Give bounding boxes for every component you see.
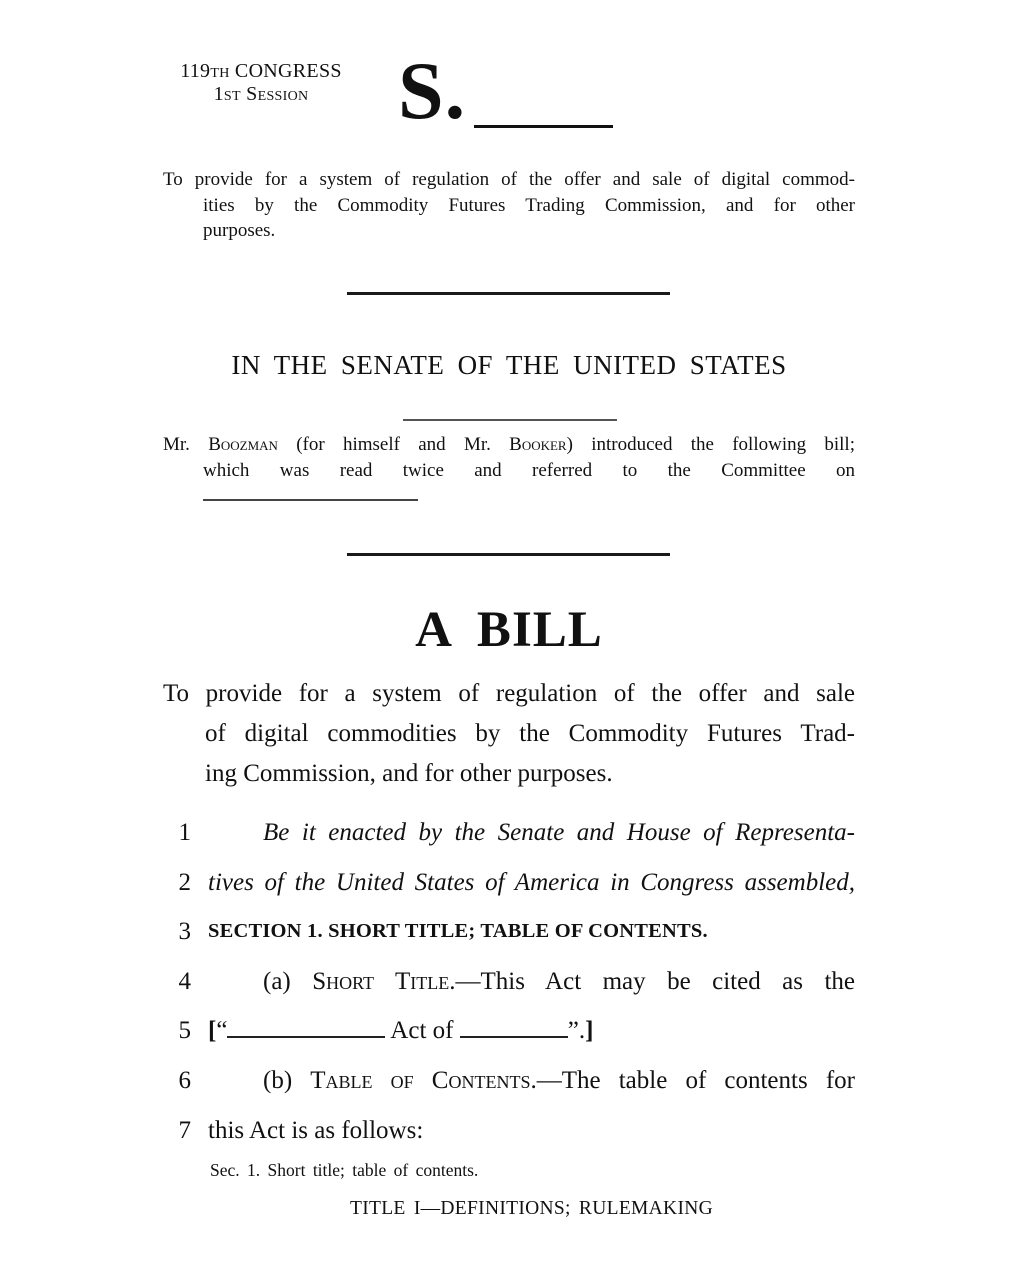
congress-number: 119 bbox=[180, 60, 211, 82]
horizontal-rule-mid bbox=[347, 553, 670, 556]
senate-heading: IN THE SENATE OF THE UNITED STATES bbox=[231, 350, 787, 380]
line-number-7: 7 bbox=[178, 1116, 191, 1144]
act-name-blank-line bbox=[227, 1014, 385, 1039]
short-title-clause bbox=[208, 957, 855, 1007]
line-number-1: 1 bbox=[178, 819, 191, 846]
preamble-line-1: To provide for a system of regulation of the offer and sale of digital commod- bbox=[163, 169, 855, 190]
line-number-5: 5 bbox=[178, 1017, 191, 1045]
long-title-line-1: To provide for a system of regulation of the offer and sale bbox=[163, 680, 855, 707]
body-line-6 bbox=[163, 1056, 855, 1106]
congress-ordinal: th bbox=[210, 60, 230, 82]
short-title-smallcaps: Short Title bbox=[312, 967, 450, 995]
committee-blank-row bbox=[203, 483, 855, 500]
congress-word: CONGRESS bbox=[229, 60, 342, 82]
enacting-clause-line-2: tives of the United States of America in Congress assembled, bbox=[208, 868, 855, 896]
open-quote: “ bbox=[216, 1017, 228, 1045]
sponsor-paragraph bbox=[163, 432, 855, 500]
table-of-contents-rest: .—The table of contents for bbox=[530, 1066, 855, 1094]
sponsor-line-2: which was read twice and referred to the Committee on bbox=[203, 459, 855, 481]
sponsor-middle: (for himself and Mr. bbox=[277, 434, 510, 455]
bill-body bbox=[163, 808, 855, 1155]
open-bracket: [ bbox=[208, 1017, 217, 1045]
bill-number-blank-line bbox=[474, 125, 613, 128]
long-title-line-3: ing Commission, and for other purposes. bbox=[205, 760, 613, 787]
sponsor-suffix: ) introduced the following bill; bbox=[566, 434, 855, 455]
preamble-paragraph bbox=[163, 167, 855, 244]
line-number-4: 4 bbox=[178, 967, 191, 995]
preamble-line-2: ities by the Commodity Futures Trading Commission, and for other bbox=[203, 194, 855, 216]
short-title-rest: .—This Act may be cited as the bbox=[449, 967, 855, 995]
session-ordinal: st bbox=[223, 83, 241, 105]
enacting-clause-line-1: Be it enacted by the Senate and House of Representa- bbox=[263, 819, 855, 846]
act-year-blank-line bbox=[460, 1014, 568, 1039]
clause-a-label: (a) bbox=[263, 967, 313, 995]
line-number-2: 2 bbox=[178, 868, 191, 896]
follows-clause: this Act is as follows: bbox=[208, 1116, 424, 1144]
bill-heading: A BILL bbox=[415, 602, 603, 658]
table-of-contents-clause bbox=[208, 1056, 855, 1106]
sponsor-prefix: Mr. bbox=[163, 434, 209, 455]
clause-b-label: (b) bbox=[263, 1066, 311, 1094]
toc-sec-1-entry: Sec. 1. Short title; table of contents. bbox=[210, 1160, 479, 1180]
section-1-heading: SECTION 1. SHORT TITLE; TABLE OF CONTENTS. bbox=[208, 920, 708, 943]
body-line-1 bbox=[163, 808, 855, 858]
horizontal-rule-short bbox=[403, 419, 617, 421]
body-line-3 bbox=[163, 907, 855, 957]
act-of-text: Act of bbox=[385, 1017, 460, 1045]
session-number: 1 bbox=[213, 83, 224, 105]
long-title-line-2: of digital commodities by the Commodity Futures Trad- bbox=[205, 720, 855, 747]
horizontal-rule-top bbox=[347, 292, 670, 295]
session-word: Session bbox=[246, 83, 309, 105]
session-line bbox=[163, 83, 359, 106]
close-bracket: ] bbox=[585, 1017, 594, 1045]
cosponsor-name: Booker bbox=[509, 434, 567, 455]
toc-title-1-heading: TITLE I—DEFINITIONS; RULEMAKING bbox=[350, 1198, 713, 1219]
preamble-line-3: purposes. bbox=[203, 220, 276, 241]
body-line-4 bbox=[163, 957, 855, 1007]
sponsor-line-1 bbox=[163, 432, 855, 458]
line-number-3: 3 bbox=[178, 918, 191, 946]
table-of-contents-smallcaps: Table of Contents bbox=[310, 1066, 531, 1094]
body-line-7 bbox=[163, 1106, 855, 1156]
congress-line bbox=[163, 60, 359, 83]
long-title-paragraph bbox=[163, 674, 855, 794]
body-line-2 bbox=[163, 858, 855, 908]
line-number-6: 6 bbox=[178, 1066, 191, 1094]
committee-blank-line bbox=[203, 484, 418, 501]
body-line-5 bbox=[163, 1006, 855, 1056]
close-quote: ”. bbox=[567, 1017, 586, 1045]
bill-number-letter: S. bbox=[398, 45, 467, 136]
congress-session-header bbox=[163, 60, 359, 106]
sponsor-name: Boozman bbox=[208, 434, 278, 455]
act-name-blank-clause bbox=[208, 1006, 855, 1056]
